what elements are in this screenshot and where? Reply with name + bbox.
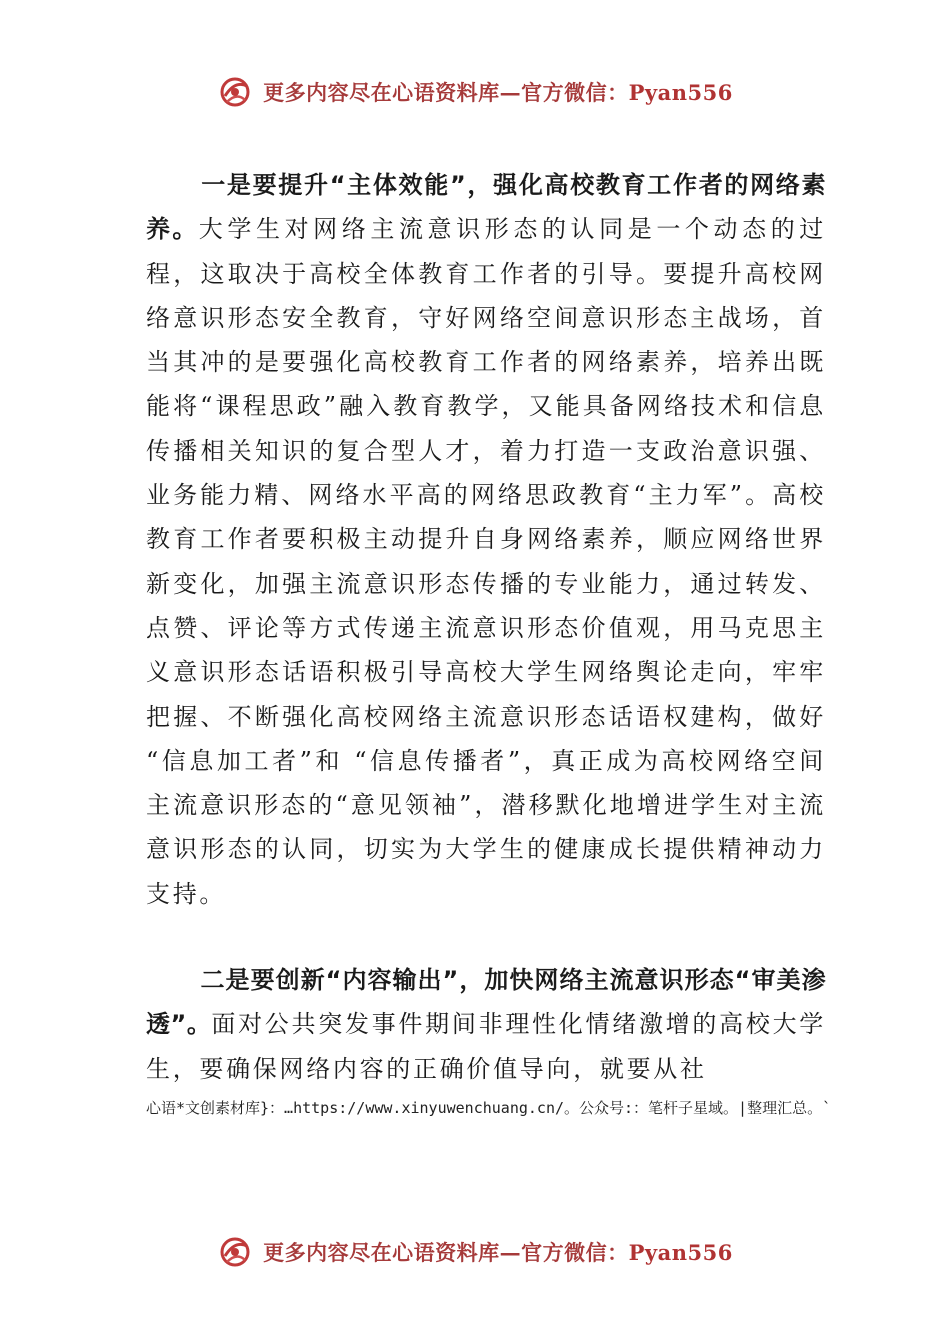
footer-banner-cn: 更多内容尽在心语资料库—官方微信： (263, 1240, 629, 1265)
paragraph-2-body: 面对公共突发事件期间非理性化情绪激增的高校大学生，要确保网络内容的正确价值导向，就要从社 (146, 1010, 826, 1083)
footer-wechat-id: Pyan556 (628, 1240, 733, 1265)
paragraph-1-lead: 一是要提升“主体效能”，强化高校教育工作者的网络素养。 (146, 171, 826, 244)
paragraph-2 (146, 958, 826, 1090)
footer-banner-text (263, 1237, 733, 1267)
brand-swirl-logo-icon (217, 74, 253, 110)
footnote-source: 心语*文创素材库}：…https://www.xinyuwenchuang.cn/。公众号:：笔杆子星域。|整理汇总。` (146, 1099, 832, 1117)
header-banner (0, 72, 950, 112)
paragraph-1-body: 大学生对网络主流意识形态的认同是一个动态的过程，这取决于高校全体教育工作者的引导。要提升高校网络意识形态安全教育，守好网络空间意识形态主战场，首当其冲的是要强化高校教育工作者的网络素养，培养出既能将“课程思政”融入教育教学，又能具备网络技术和信息传播相关知识的复合型人才，着力打造一支政治意识强、业务能力精、网络水平高的网络思政教育“主力军”。高校教育工作者要积极主动提升自身网络素养，顺应网络世界新变化，加强主流意识形态传播的专业能力，通过转发、点赞、评论等方式传递主流意识形态价值观，用马克思主义意识形态话语积极引导高校大学生网络舆论走向，牢牢把握、不断强化高校网络主流意识形态话语权建构，做好 “信息加工者”和 “信息传播者”，真正成为高校网络空间主流意识形态的“意见领袖”，潜移默化地增进学生对主流意识形态的认同，切实为大学生的健康成长提供精神动力支持。 (146, 215, 826, 908)
paragraph-1 (146, 163, 826, 916)
brand-swirl-logo-icon (217, 1234, 253, 1270)
header-wechat-id: Pyan556 (628, 80, 733, 105)
header-banner-cn: 更多内容尽在心语资料库—官方微信： (263, 80, 629, 105)
footer-banner (0, 1232, 950, 1272)
header-banner-text (263, 77, 733, 107)
paragraph-2-lead: 二是要创新“内容输出”，加快网络主流意识形态“审美渗透”。 (146, 966, 826, 1039)
